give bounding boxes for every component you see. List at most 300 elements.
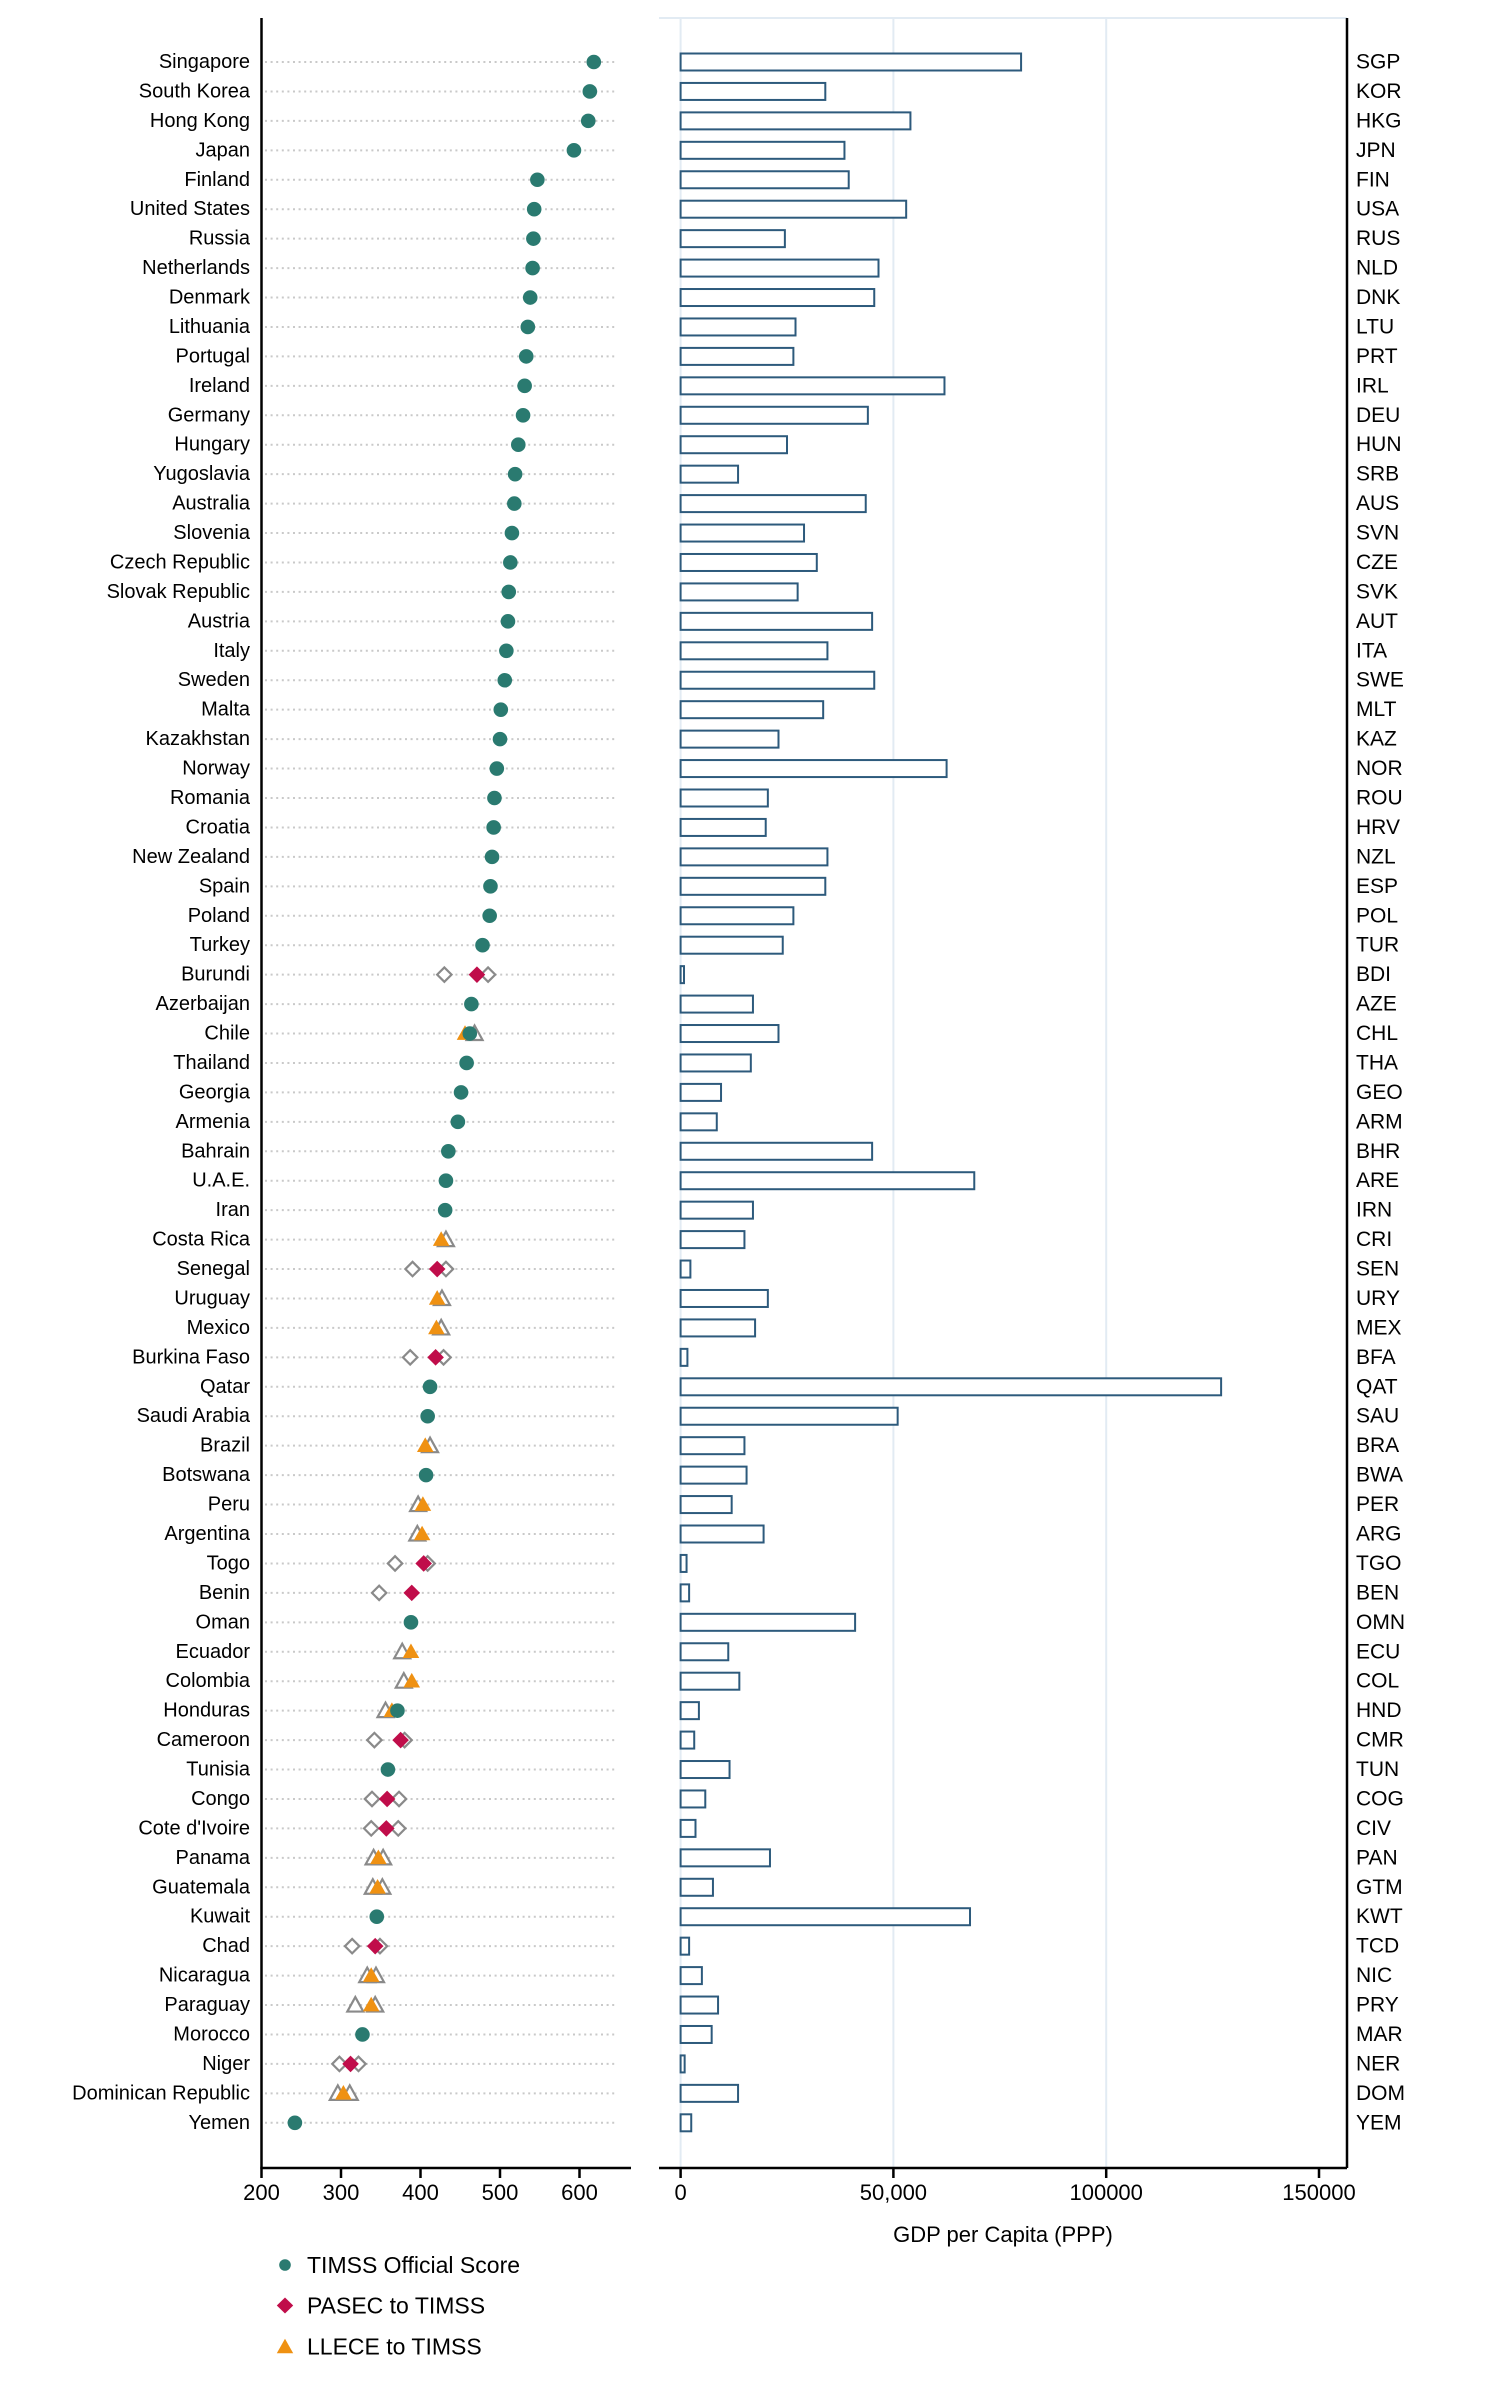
country-row-DOM xyxy=(72,2082,1405,2105)
country-row-AUS xyxy=(172,492,1399,515)
score-marker-timss xyxy=(526,231,541,246)
gdp-bar xyxy=(681,2055,685,2072)
country-row-BRA xyxy=(200,1434,1399,1457)
country-row-CZE xyxy=(110,551,1398,574)
score-axis-tick-label: 600 xyxy=(561,2180,598,2205)
gdp-bar xyxy=(681,348,794,365)
score-marker-timss xyxy=(501,614,516,629)
score-marker-timss xyxy=(355,2027,370,2042)
country-code-label: ECU xyxy=(1356,1640,1401,1664)
country-row-SRB xyxy=(153,463,1399,486)
country-label: Ecuador xyxy=(175,1640,250,1663)
country-label: Chad xyxy=(202,1935,250,1958)
gdp-bar xyxy=(681,1761,730,1778)
country-label: Slovenia xyxy=(173,522,250,545)
country-row-THA xyxy=(173,1051,1398,1074)
gdp-bar xyxy=(681,731,779,748)
country-label: Colombia xyxy=(165,1670,250,1693)
gdp-bar xyxy=(681,1820,696,1837)
score-marker-timss xyxy=(485,850,500,865)
country-row-PRT xyxy=(176,345,1398,368)
gdp-bar xyxy=(681,260,879,277)
country-code-label: YEM xyxy=(1356,2111,1402,2135)
legend-marker-llece-triangle-icon xyxy=(277,2339,293,2353)
country-label: Nicaragua xyxy=(158,1964,250,1987)
score-marker-timss xyxy=(511,437,526,452)
country-label: Russia xyxy=(188,227,250,250)
score-marker-timss xyxy=(587,55,602,70)
country-label: Kuwait xyxy=(189,1905,250,1928)
country-label: Malta xyxy=(201,698,250,721)
gdp-bar xyxy=(681,907,794,924)
score-marker-timss xyxy=(501,585,516,600)
country-code-label: CRI xyxy=(1356,1228,1393,1252)
country-code-label: GEO xyxy=(1356,1080,1403,1104)
score-marker-timss xyxy=(438,1203,453,1218)
gdp-bar xyxy=(681,1908,970,1925)
gdp-bar xyxy=(681,1408,898,1425)
country-label: Italy xyxy=(213,639,250,662)
country-code-label: GTM xyxy=(1356,1875,1403,1899)
country-code-label: BHR xyxy=(1356,1139,1401,1163)
country-code-label: DNK xyxy=(1356,286,1401,310)
gdp-bar xyxy=(681,1526,764,1543)
country-label: Niger xyxy=(202,2052,250,2075)
country-label: Denmark xyxy=(168,286,250,309)
country-code-label: SVN xyxy=(1356,521,1400,545)
score-axis-tick-label: 400 xyxy=(402,2180,439,2205)
country-row-AZE xyxy=(155,993,1396,1016)
country-row-TCD xyxy=(202,1935,1399,1958)
country-label: Portugal xyxy=(175,345,250,368)
gdp-bar xyxy=(681,112,911,129)
country-label: Hong Kong xyxy=(149,109,250,132)
country-code-label: NOR xyxy=(1356,757,1403,781)
country-code-label: AUT xyxy=(1356,609,1398,633)
country-row-GEO xyxy=(179,1081,1403,1104)
score-marker-timss xyxy=(527,202,542,217)
score-marker-altd xyxy=(405,1262,419,1276)
country-code-label: KAZ xyxy=(1356,727,1397,751)
country-row-HKG xyxy=(150,109,1402,132)
country-label: Germany xyxy=(167,404,250,427)
score-marker-timss xyxy=(462,1026,477,1041)
country-code-label: AZE xyxy=(1356,992,1397,1016)
country-code-label: NLD xyxy=(1356,256,1399,280)
country-code-label: CZE xyxy=(1356,550,1398,574)
country-code-label: MAR xyxy=(1356,2022,1403,2046)
country-label: Romania xyxy=(169,787,250,809)
country-row-BFA xyxy=(132,1346,1396,1369)
country-row-IRN xyxy=(216,1199,1393,1222)
gdp-bar xyxy=(681,790,768,807)
country-label: Burkina Faso xyxy=(132,1346,250,1369)
gdp-axis-tick-label: 50,000 xyxy=(859,2180,928,2205)
country-label: Iran xyxy=(215,1199,250,1222)
gdp-bar xyxy=(681,1614,855,1631)
gdp-bar xyxy=(681,407,868,424)
country-label: Saudi Arabia xyxy=(136,1405,250,1428)
gdp-bar xyxy=(681,1084,721,1101)
legend xyxy=(267,2243,612,2371)
country-label: Chile xyxy=(204,1022,250,1045)
score-marker-pasec xyxy=(379,1791,396,1808)
gdp-bar xyxy=(681,1584,690,1601)
gdp-bar xyxy=(681,1231,745,1248)
country-row-KOR xyxy=(139,80,1402,103)
country-code-label: TUN xyxy=(1356,1758,1400,1782)
score-axis-tick-label: 500 xyxy=(481,2180,519,2205)
country-row-DNK xyxy=(169,286,1400,309)
country-row-LTU xyxy=(169,315,1394,338)
country-row-BHR xyxy=(181,1140,1400,1163)
gdp-bar xyxy=(681,1732,695,1749)
score-marker-timss xyxy=(530,172,545,187)
gdp-bar xyxy=(681,1673,740,1690)
score-marker-timss xyxy=(451,1115,466,1130)
country-row-ITA xyxy=(213,639,1387,662)
country-code-label: CHL xyxy=(1356,1022,1399,1046)
gdp-bar xyxy=(681,1378,1222,1395)
country-label: Paraguay xyxy=(164,1994,250,2017)
score-marker-timss xyxy=(404,1615,419,1630)
score-marker-timss xyxy=(459,1056,474,1071)
score-marker-timss xyxy=(517,379,532,394)
country-row-MLT xyxy=(201,698,1397,721)
country-row-CHL xyxy=(204,1022,1398,1045)
score-marker-timss xyxy=(483,879,498,894)
score-marker-timss xyxy=(493,732,508,747)
country-code-label: ITA xyxy=(1356,639,1388,663)
score-marker-timss xyxy=(454,1085,469,1100)
country-row-POL xyxy=(188,904,1398,927)
gdp-bar xyxy=(681,230,785,247)
country-row-NZL xyxy=(132,845,1396,868)
country-row-BDI xyxy=(181,963,1391,986)
country-code-label: BFA xyxy=(1356,1345,1396,1369)
country-row-RUS xyxy=(189,227,1400,250)
country-code-label: ESP xyxy=(1356,874,1399,898)
country-label: Australia xyxy=(172,492,250,515)
country-code-label: MEX xyxy=(1356,1316,1402,1340)
score-marker-altd xyxy=(365,1792,379,1806)
gdp-axis-tick-label: 150000 xyxy=(1282,2180,1356,2205)
country-row-BEN xyxy=(199,1581,1399,1604)
gdp-bar xyxy=(681,1467,747,1484)
country-label: Croatia xyxy=(185,816,250,839)
country-code-label: COL xyxy=(1356,1669,1400,1693)
country-code-label: BDI xyxy=(1356,963,1392,987)
country-row-ARM xyxy=(176,1110,1403,1133)
country-label: Peru xyxy=(207,1493,250,1516)
country-code-label: IRL xyxy=(1356,374,1389,398)
country-code-label: SAU xyxy=(1356,1404,1400,1428)
country-label: Togo xyxy=(206,1552,250,1575)
country-row-SEN xyxy=(177,1258,1400,1281)
legend-marker-timss-circle-icon xyxy=(279,2259,291,2271)
country-row-ECU xyxy=(176,1640,1401,1663)
score-marker-timss xyxy=(482,908,497,923)
gdp-bar xyxy=(681,1290,768,1307)
country-code-label: USA xyxy=(1356,197,1400,221)
country-label: Mexico xyxy=(186,1316,250,1339)
gdp-bar xyxy=(681,937,783,954)
country-row-TUN xyxy=(186,1758,1399,1781)
country-row-COG xyxy=(191,1787,1404,1810)
country-label: Cote d'Ivoire xyxy=(138,1817,250,1840)
score-marker-altd xyxy=(345,1939,359,1953)
country-label: U.A.E. xyxy=(192,1169,250,1192)
legend-label-llece: LLECE to TIMSS xyxy=(307,2333,482,2360)
gdp-bar xyxy=(681,1172,975,1189)
country-row-ESP xyxy=(199,875,1398,898)
country-label: Japan xyxy=(195,139,250,162)
country-code-label: MLT xyxy=(1356,698,1397,722)
gdp-axis-title: GDP per Capita (PPP) xyxy=(893,2222,1113,2247)
country-label: Congo xyxy=(191,1787,250,1810)
country-label: Sweden xyxy=(177,669,250,692)
gdp-bar xyxy=(681,1879,713,1896)
country-row-HUN xyxy=(174,433,1401,456)
country-label: Norway xyxy=(182,757,250,780)
country-row-ROU xyxy=(170,787,1403,810)
gdp-bar xyxy=(681,171,849,188)
score-marker-pasec xyxy=(378,1820,395,1837)
gdp-bar xyxy=(681,672,875,689)
country-code-label: NIC xyxy=(1356,1964,1393,1988)
gdp-bar xyxy=(681,318,796,335)
country-label: Hungary xyxy=(174,433,250,456)
gdp-bar xyxy=(681,1702,699,1719)
country-code-label: NZL xyxy=(1356,845,1396,869)
country-code-label: THA xyxy=(1356,1051,1398,1075)
country-code-label: KWT xyxy=(1356,1905,1403,1929)
country-code-label: SVK xyxy=(1356,580,1399,604)
country-label: Slovak Republic xyxy=(106,580,250,603)
country-label: Uruguay xyxy=(174,1287,250,1310)
country-label: Cameroon xyxy=(156,1729,250,1752)
country-label: Thailand xyxy=(173,1051,250,1074)
country-row-IRL xyxy=(189,374,1389,397)
country-code-label: CMR xyxy=(1356,1728,1404,1752)
gdp-bar xyxy=(681,1202,753,1219)
country-code-label: OMN xyxy=(1356,1610,1405,1634)
country-code-label: POL xyxy=(1356,904,1399,928)
gdp-bar xyxy=(681,1261,691,1278)
score-marker-timss xyxy=(508,467,523,482)
country-code-label: QAT xyxy=(1356,1375,1398,1399)
country-row-MEX xyxy=(187,1316,1402,1339)
country-row-AUT xyxy=(188,610,1398,633)
country-code-label: PER xyxy=(1356,1493,1400,1517)
country-label: Netherlands xyxy=(142,257,250,280)
legend-label-pasec: PASEC to TIMSS xyxy=(307,2292,486,2319)
gdp-bar xyxy=(681,966,684,983)
score-marker-timss xyxy=(503,555,518,570)
country-row-NER xyxy=(202,2052,1400,2075)
gdp-bar xyxy=(681,1496,732,1513)
country-row-URY xyxy=(174,1287,1400,1310)
country-code-label: SRB xyxy=(1356,462,1400,486)
score-marker-timss xyxy=(505,526,520,541)
country-code-label: HKG xyxy=(1356,109,1402,133)
country-row-JPN xyxy=(196,139,1396,162)
country-code-label: SWE xyxy=(1356,668,1404,692)
score-marker-altd xyxy=(437,967,451,981)
country-label: Yugoslavia xyxy=(153,463,250,486)
country-label: Kazakhstan xyxy=(145,728,250,751)
country-label: Georgia xyxy=(178,1081,250,1104)
country-label: Morocco xyxy=(173,2023,250,2046)
country-row-NOR xyxy=(182,757,1402,780)
country-row-TGO xyxy=(207,1552,1402,1575)
score-marker-altd xyxy=(367,1733,381,1747)
country-row-BWA xyxy=(162,1464,1403,1487)
score-marker-timss xyxy=(487,791,502,806)
country-code-label: PRY xyxy=(1356,1993,1399,2017)
score-marker-timss xyxy=(523,290,538,305)
country-code-label: JPN xyxy=(1356,138,1396,162)
country-code-label: HRV xyxy=(1356,815,1400,839)
gdp-bar xyxy=(681,1997,718,2014)
score-marker-timss xyxy=(507,496,522,511)
country-row-CIV xyxy=(138,1817,1391,1840)
country-label: South Korea xyxy=(138,80,250,103)
country-code-label: FIN xyxy=(1356,168,1390,192)
gdp-bar xyxy=(681,1113,717,1130)
gdp-axis-tick-label: 0 xyxy=(674,2180,687,2205)
country-code-label: ARE xyxy=(1356,1169,1400,1193)
country-code-label: CIV xyxy=(1356,1816,1392,1840)
gdp-bar xyxy=(681,1143,873,1160)
country-row-CMR xyxy=(157,1729,1404,1752)
gdp-bar xyxy=(681,1054,751,1071)
country-row-CRI xyxy=(152,1228,1392,1251)
country-label: United States xyxy=(129,198,250,221)
gdp-bar xyxy=(681,701,824,718)
country-label: Qatar xyxy=(199,1375,250,1398)
gdp-bar xyxy=(681,289,875,306)
score-axis-tick-label: 300 xyxy=(322,2180,360,2205)
country-code-label: TGO xyxy=(1356,1551,1402,1575)
score-marker-timss xyxy=(381,1762,396,1777)
country-code-label: BWA xyxy=(1356,1463,1404,1487)
country-label: Honduras xyxy=(163,1699,250,1722)
country-label: Senegal xyxy=(176,1258,250,1281)
country-code-label: TCD xyxy=(1356,1934,1400,1958)
gdp-bar xyxy=(681,1319,755,1336)
country-code-label: HUN xyxy=(1356,433,1402,457)
country-row-YEM xyxy=(188,2111,1401,2134)
country-row-DEU xyxy=(168,404,1401,427)
gdp-bar xyxy=(681,495,866,512)
country-label: Armenia xyxy=(175,1110,250,1133)
gdp-bar xyxy=(681,819,766,836)
gdp-bar xyxy=(681,1967,702,1984)
country-label: Guatemala xyxy=(152,1876,250,1899)
gdp-bar xyxy=(681,1938,690,1955)
country-row-COL xyxy=(166,1670,1400,1693)
country-label: Singapore xyxy=(158,51,250,73)
gdp-bar xyxy=(681,466,738,483)
score-marker-timss xyxy=(423,1380,438,1395)
score-marker-altd xyxy=(388,1556,402,1570)
country-code-label: NER xyxy=(1356,2052,1401,2076)
score-marker-timss xyxy=(499,644,514,659)
country-code-label: ARG xyxy=(1356,1522,1402,1546)
country-row-TUR xyxy=(190,934,1400,957)
gdp-bar xyxy=(681,996,753,1013)
country-label: Yemen xyxy=(188,2111,250,2134)
score-axis-tick-label: 200 xyxy=(243,2180,280,2205)
score-marker-timss xyxy=(493,702,508,717)
country-row-SVN xyxy=(173,522,1399,545)
score-marker-timss xyxy=(525,261,540,276)
country-row-OMN xyxy=(196,1611,1405,1634)
country-label: Czech Republic xyxy=(109,551,250,574)
score-marker-altd xyxy=(372,1586,386,1600)
country-code-label: KOR xyxy=(1356,79,1402,103)
country-code-label: ARM xyxy=(1356,1110,1403,1134)
score-marker-pasec xyxy=(403,1585,420,1602)
country-code-label: RUS xyxy=(1356,227,1401,251)
country-code-label: SGP xyxy=(1356,50,1401,74)
country-row-NIC xyxy=(159,1964,1392,1987)
country-row-USA xyxy=(130,198,1399,221)
country-code-label: LTU xyxy=(1356,315,1395,339)
country-code-label: BRA xyxy=(1356,1434,1400,1458)
gdp-bar xyxy=(681,642,828,659)
score-marker-timss xyxy=(567,143,582,158)
country-code-label: PRT xyxy=(1356,344,1398,368)
score-marker-timss xyxy=(497,673,512,688)
gdp-bar xyxy=(681,1349,688,1366)
country-row-QAT xyxy=(200,1375,1398,1398)
score-marker-altd xyxy=(403,1350,417,1364)
gdp-bar xyxy=(681,848,828,865)
country-label: Panama xyxy=(175,1846,250,1869)
score-marker-timss xyxy=(441,1144,456,1159)
country-row-PER xyxy=(208,1493,1399,1516)
country-code-label: AUS xyxy=(1356,492,1400,516)
score-marker-timss xyxy=(516,408,531,423)
country-label: Costa Rica xyxy=(152,1228,250,1251)
score-marker-timss xyxy=(583,84,598,99)
country-label: Botswana xyxy=(162,1464,250,1487)
country-label: Oman xyxy=(195,1611,250,1634)
country-label: Poland xyxy=(187,904,250,927)
country-code-label: PAN xyxy=(1356,1846,1398,1870)
gdp-bar xyxy=(681,1555,687,1572)
country-label: Azerbaijan xyxy=(155,993,250,1016)
score-marker-timss xyxy=(475,938,490,953)
country-code-label: COG xyxy=(1356,1787,1404,1811)
country-row-ARE xyxy=(192,1169,1399,1192)
score-marker-timss xyxy=(420,1409,435,1424)
country-row-NLD xyxy=(142,257,1398,280)
gdp-bar xyxy=(681,377,945,394)
score-marker-timss xyxy=(490,761,505,776)
country-label: Lithuania xyxy=(168,315,250,338)
legend-marker-pasec-diamond-icon xyxy=(277,2298,293,2314)
country-row-SAU xyxy=(137,1405,1400,1428)
score-marker-timss xyxy=(439,1173,454,1188)
gdp-bar xyxy=(681,525,804,542)
country-label: New Zealand xyxy=(132,845,250,868)
country-label: Finland xyxy=(184,168,250,191)
gdp-bar xyxy=(681,760,947,777)
legend-label-timss: TIMSS Official Score xyxy=(307,2252,521,2278)
